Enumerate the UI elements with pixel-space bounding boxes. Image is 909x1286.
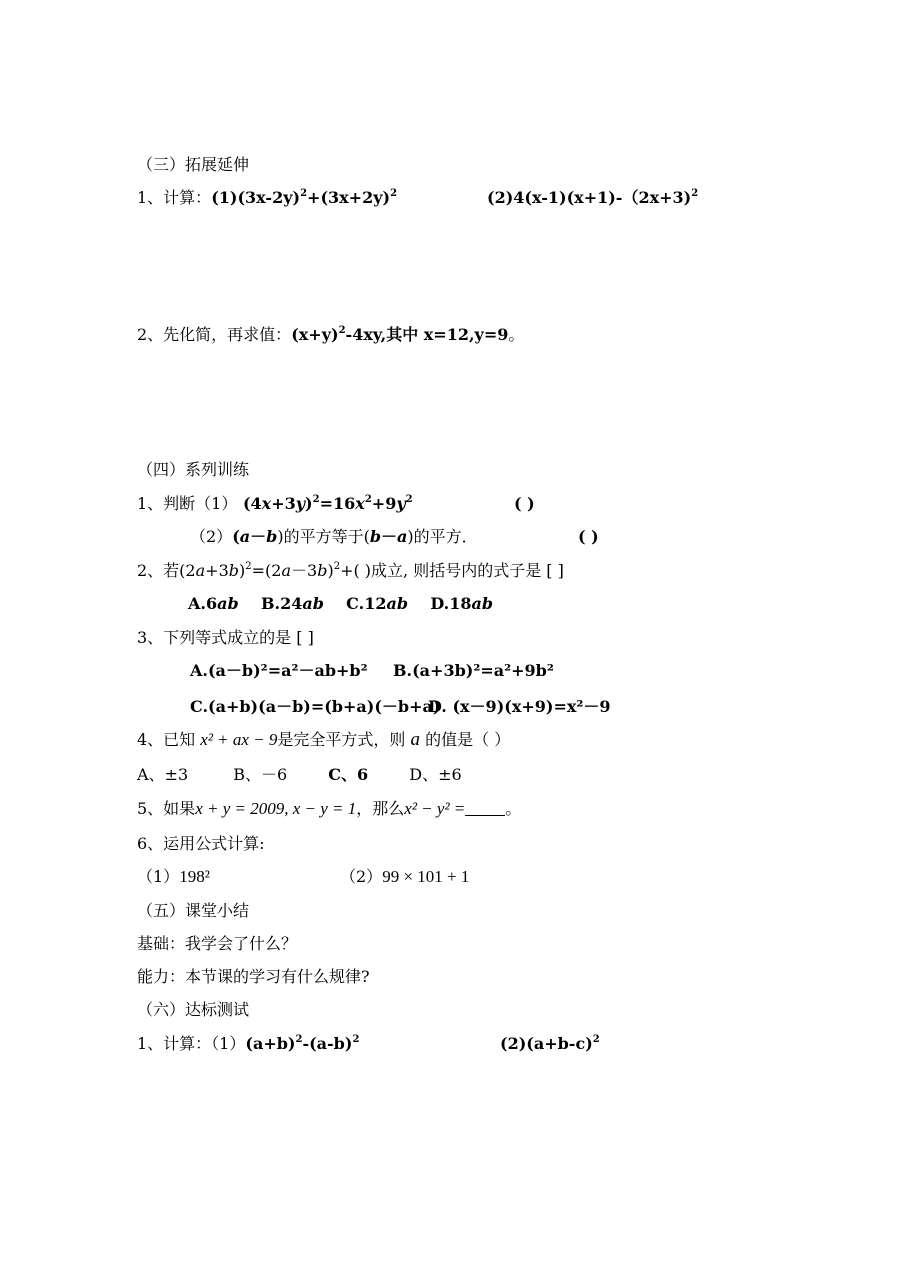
- s4-question-4: 4、已知 x² + ax − 9是完全平方式，则 a 的值是（ ）: [137, 729, 511, 750]
- s3-q2-label: 2、先化简，再求值：: [137, 325, 292, 344]
- s4-q3-option-d[interactable]: D. (x－9)(x+9)=x²－9: [428, 697, 611, 716]
- s4-q3-option-b[interactable]: B.(a+3b)²=a²+9b²: [393, 661, 554, 680]
- section-4-heading: （四）系列训练: [137, 460, 250, 479]
- s6-question-1: 1、计算：$(1)(a+b)^2-(a-b)^2$: [137, 1034, 360, 1053]
- s4-q4-option-b[interactable]: B、－6: [233, 765, 288, 784]
- s3-q1-expr2: (2)4(x-1)(x+1)-（2x+3)$^2$: [487, 188, 699, 207]
- s6-q1-expr2: $(2)(a+b-c)^2$: [500, 1034, 600, 1053]
- s3-question-1: [137, 188, 397, 208]
- s4-q1-answer-paren[interactable]: ( ): [514, 494, 535, 513]
- s4-q2-option-d[interactable]: D.18ab: [430, 594, 494, 613]
- s4-q5-expr2: x² − y² =: [404, 799, 466, 818]
- s4-q5-expr: x + y = 2009, x − y = 1: [195, 799, 357, 818]
- s4-question-1: 1、判断（1） $(4x+3y)^2=16x^2+9y^2$: [137, 494, 413, 513]
- section-6-heading: （六）达标测试: [137, 1000, 250, 1019]
- s4-q4-option-a[interactable]: A、±3: [137, 765, 189, 784]
- section-5-heading: （五）课堂小结: [137, 901, 250, 920]
- s4-q2-options: [188, 594, 493, 614]
- s4-q2-option-c[interactable]: C.12ab: [346, 594, 409, 613]
- s4-q2-option-a[interactable]: A.6ab: [188, 594, 239, 613]
- s4-q4-option-d[interactable]: D、±6: [409, 765, 462, 784]
- s4-q4-options: [137, 765, 462, 785]
- s4-q4-expr: x² + ax − 9: [200, 730, 278, 749]
- s4-q1-sub2: （2）(a－b)的平方等于(b－a)的平方．: [190, 527, 478, 546]
- s4-q6-part-1: （1）198²: [137, 867, 210, 886]
- s3-q1-label: 1、计算：: [137, 188, 212, 207]
- s4-q4-option-c[interactable]: C、6: [328, 765, 369, 784]
- s5-line-2: 能力：本节课的学习有什么规律?: [137, 967, 370, 986]
- s4-q1-expr: $(4x+3y)^2=16x^2+9y^2$: [242, 494, 413, 513]
- s4-question-6: 6、运用公式计算:: [137, 834, 265, 853]
- s4-q1-sub2-answer-paren[interactable]: ( ): [578, 527, 599, 546]
- s4-q3-option-c[interactable]: C.(a+b)(a－b)=(b+a)(－b+a): [190, 697, 441, 716]
- s4-question-5: 5、如果x + y = 2009, x − y = 1，那么x² − y² = 。: [137, 799, 522, 818]
- s4-q3-option-a[interactable]: A.(a－b)²=a²－ab+b²: [190, 661, 368, 680]
- s3-question-2: 2、先化简，再求值：$(x+y)^2-4xy$,其中 x=12,y=9。: [137, 325, 525, 344]
- s4-question-2: 2、若$(2a+3b)^2=(2a-3b)^2+$( )成立, 则括号内的式子是 [ ]: [137, 561, 564, 580]
- s4-q5-answer-blank[interactable]: [465, 815, 505, 816]
- s3-q1-expr1: $(1)(3x-2y)^2+(3x+2y)^2$: [211, 188, 398, 207]
- section-3-heading: （三）拓展延伸: [137, 155, 250, 174]
- s4-q6-part-2: （2）99 × 101 + 1: [340, 867, 470, 886]
- s6-q1-expr1: $(a+b)^2-(a-b)^2$: [245, 1034, 360, 1053]
- s3-q2-expr: $(x+y)^2-4xy$,其中 x=12,y=9: [291, 325, 509, 344]
- s4-question-3: 3、下列等式成立的是 [ ]: [137, 628, 314, 647]
- s5-line-1: 基础：我学会了什么？: [137, 934, 298, 953]
- s4-q2-option-b[interactable]: B.24ab: [260, 594, 324, 613]
